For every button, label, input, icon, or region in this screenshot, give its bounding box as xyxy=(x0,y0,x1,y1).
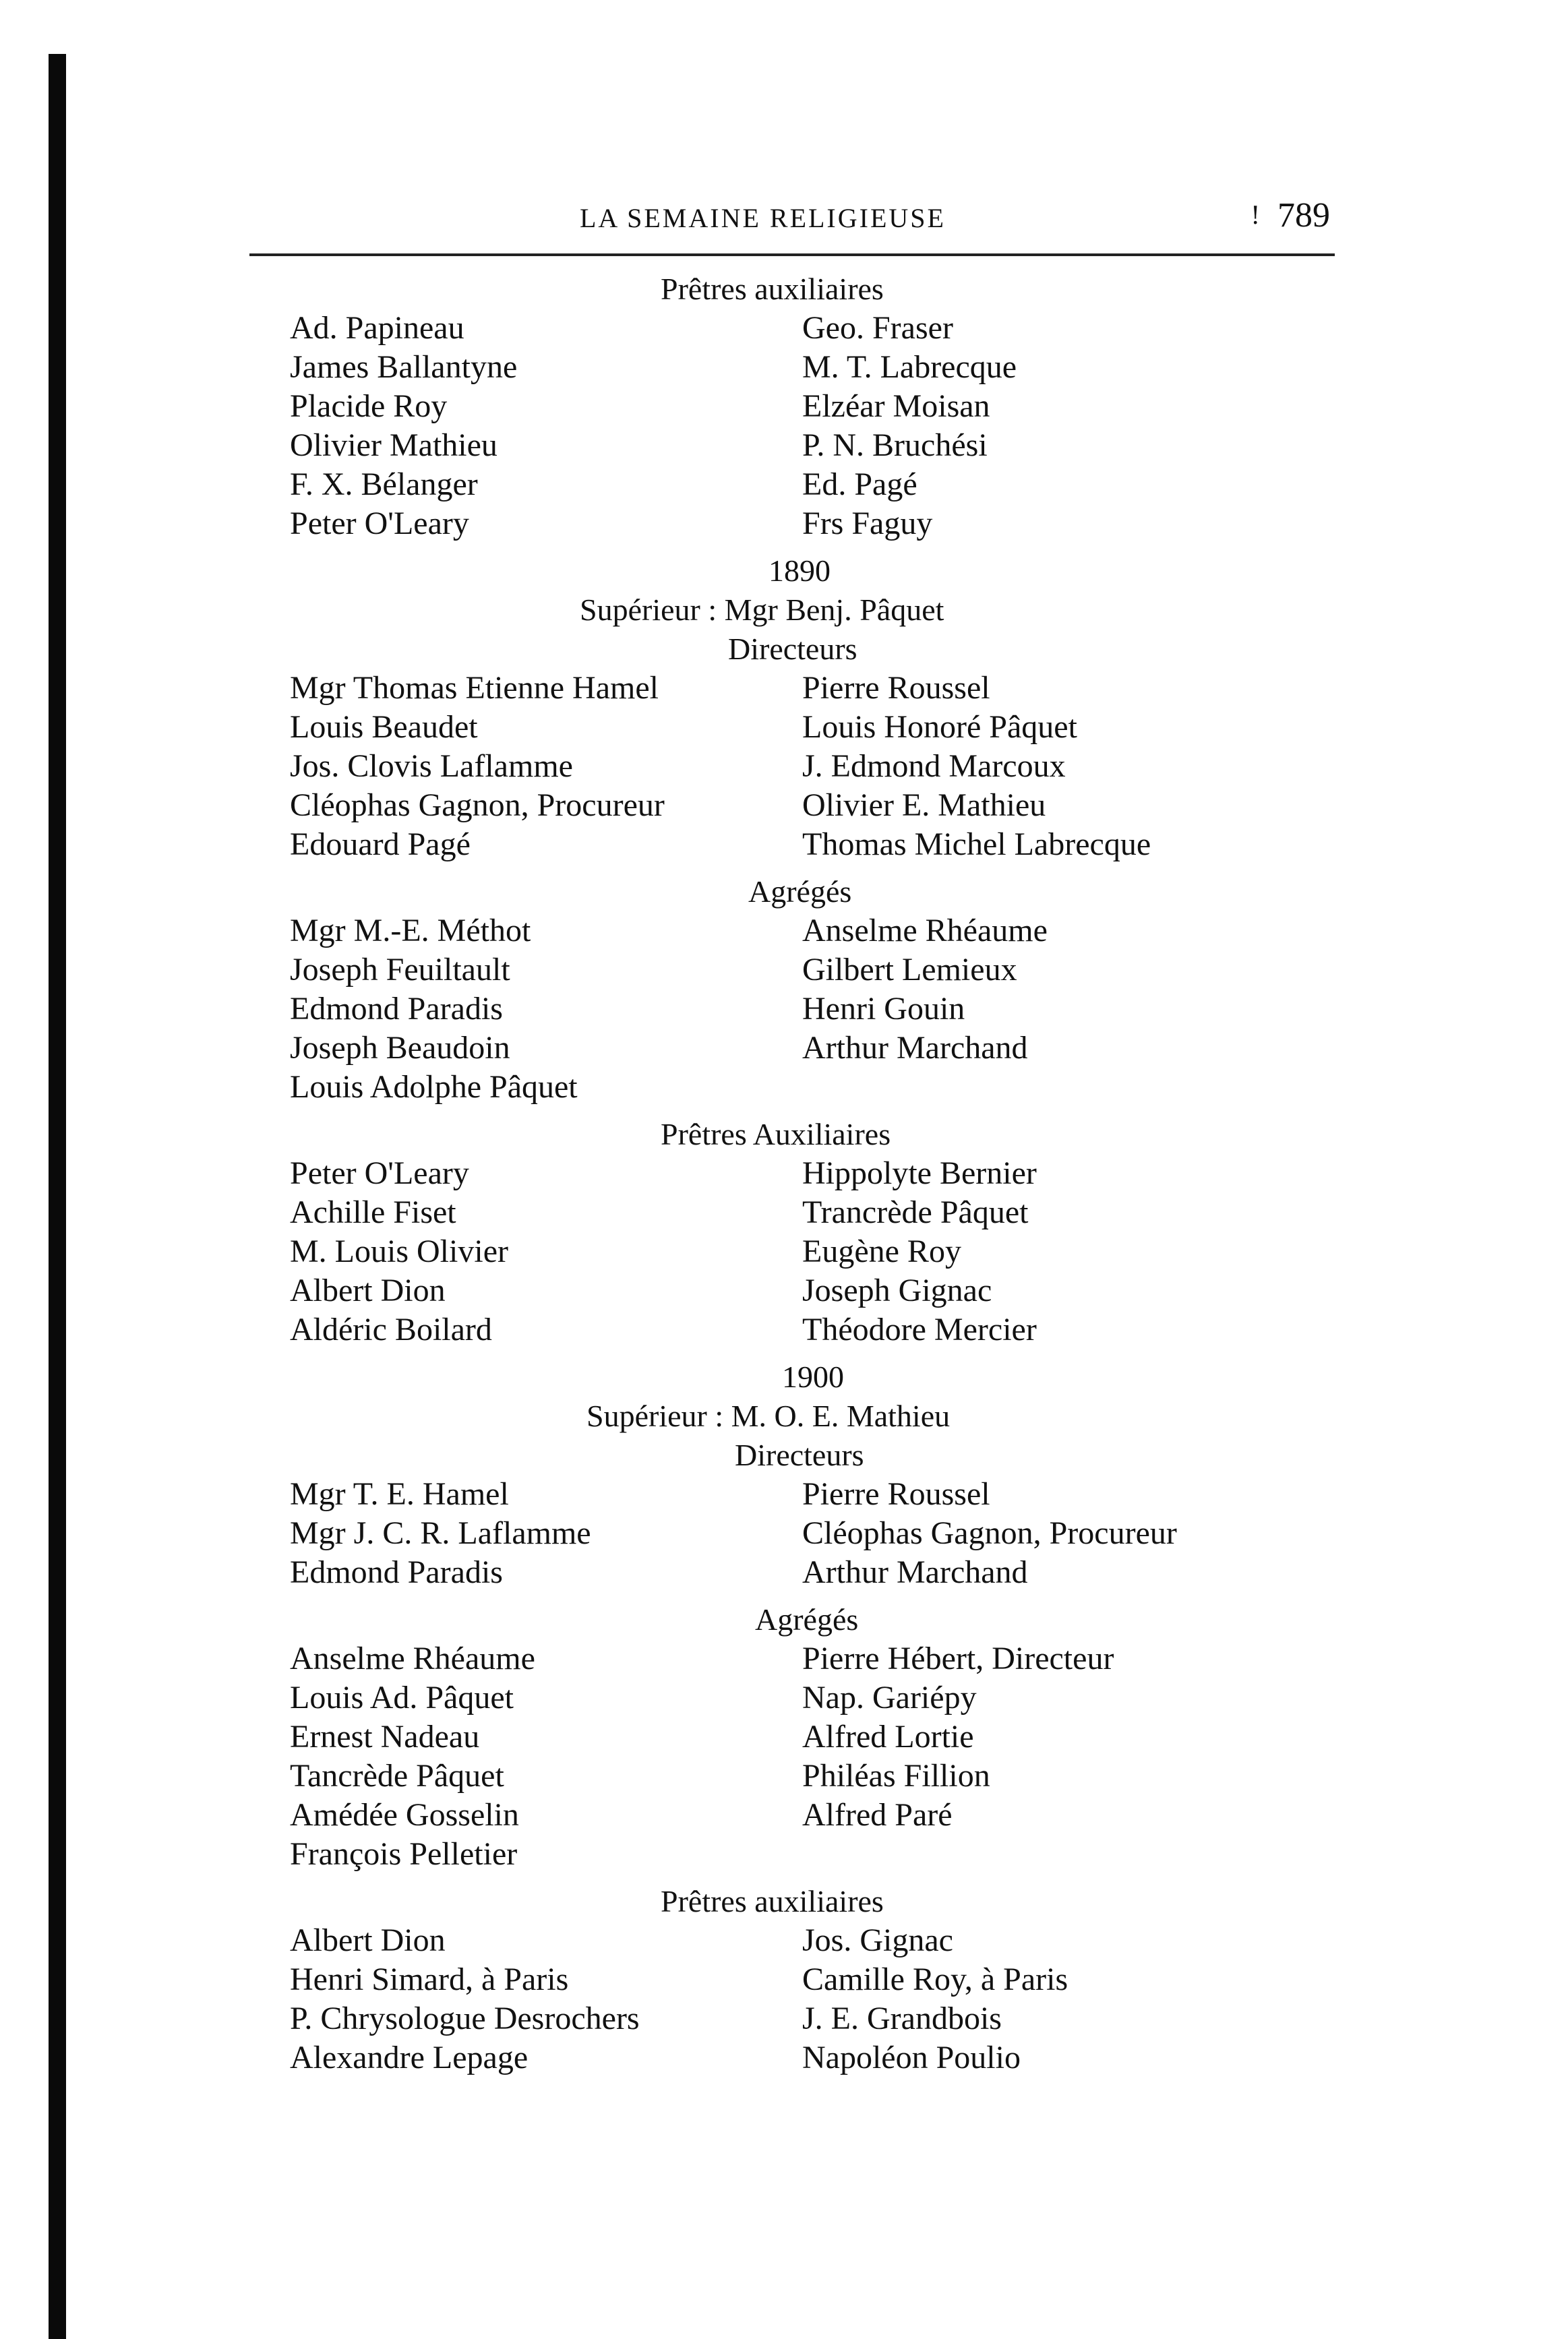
name-right: Arthur Marchand xyxy=(802,1554,1028,1590)
name-row xyxy=(290,426,1341,465)
name-right: J. Edmond Marcoux xyxy=(802,748,1066,784)
name-row xyxy=(290,1718,1341,1757)
name-left: François Pelletier xyxy=(290,1836,518,1872)
name-row xyxy=(290,1960,1341,1999)
section-heading: 1900 xyxy=(782,1360,844,1394)
name-right: Ed. Pagé xyxy=(802,466,917,502)
name-left: James Ballantyne xyxy=(290,349,518,385)
name-right: Elzéar Moisan xyxy=(802,388,990,424)
name-left: Louis Adolphe Pâquet xyxy=(290,1069,578,1105)
section-heading: Directeurs xyxy=(728,632,857,666)
name-right: P. N. Bruchési xyxy=(802,427,988,463)
name-row xyxy=(290,1232,1341,1271)
name-left: P. Chrysologue Desrochers xyxy=(290,2001,640,2036)
name-row xyxy=(290,708,1341,747)
name-left: Peter O'Leary xyxy=(290,506,469,541)
name-row xyxy=(290,1921,1341,1960)
binding-edge xyxy=(49,54,66,2339)
name-right: Pierre Roussel xyxy=(802,670,990,706)
section-heading: Prêtres auxiliaires xyxy=(661,272,884,306)
name-right: Thomas Michel Labrecque xyxy=(802,826,1151,862)
name-row xyxy=(290,1193,1341,1232)
name-left: Cléophas Gagnon, Procureur xyxy=(290,787,665,823)
name-right: Henri Gouin xyxy=(802,991,965,1027)
section-heading: Supérieur : M. O. E. Mathieu xyxy=(586,1399,951,1433)
header-rule xyxy=(249,253,1335,256)
name-right: Philéas Fillion xyxy=(802,1758,990,1794)
name-right: Anselme Rhéaume xyxy=(802,913,1048,948)
name-left: Louis Beaudet xyxy=(290,709,478,745)
name-row xyxy=(290,1154,1341,1193)
name-row xyxy=(290,1514,1341,1553)
name-row xyxy=(290,1475,1341,1514)
name-row xyxy=(290,1271,1341,1310)
name-left: Anselme Rhéaume xyxy=(290,1641,535,1676)
name-row xyxy=(290,309,1341,348)
name-right: Joseph Gignac xyxy=(802,1273,992,1308)
name-right: Hippolyte Bernier xyxy=(802,1155,1037,1191)
name-row xyxy=(290,911,1341,950)
name-row xyxy=(290,1553,1341,1592)
name-right: Geo. Fraser xyxy=(802,310,953,346)
name-right: Cléophas Gagnon, Procureur xyxy=(802,1515,1177,1551)
name-left: Edmond Paradis xyxy=(290,1554,503,1590)
name-row xyxy=(290,1678,1341,1718)
name-left: Mgr M.-E. Méthot xyxy=(290,913,531,948)
name-left: Tancrède Pâquet xyxy=(290,1758,504,1794)
name-left: Ad. Papineau xyxy=(290,310,464,346)
name-left: Edouard Pagé xyxy=(290,826,471,862)
name-left: Mgr Thomas Etienne Hamel xyxy=(290,670,659,706)
section-heading: Prêtres Auxiliaires xyxy=(661,1117,891,1151)
name-row xyxy=(290,1639,1341,1678)
name-left: Alexandre Lepage xyxy=(290,2040,529,2075)
name-left: Edmond Paradis xyxy=(290,991,503,1027)
name-right: Pierre Hébert, Directeur xyxy=(802,1641,1114,1676)
name-right: Gilbert Lemieux xyxy=(802,952,1017,988)
name-row xyxy=(290,1029,1341,1068)
name-right: Pierre Roussel xyxy=(802,1476,990,1512)
name-right: Eugène Roy xyxy=(802,1234,961,1269)
name-row xyxy=(290,1310,1341,1349)
name-row xyxy=(290,348,1341,387)
name-left: Jos. Clovis Laflamme xyxy=(290,748,573,784)
running-title: LA SEMAINE RELIGIEUSE xyxy=(580,203,946,233)
section-heading: Prêtres auxiliaires xyxy=(661,1884,884,1918)
name-right: Trancrède Pâquet xyxy=(802,1194,1029,1230)
name-left: Amédée Gosselin xyxy=(290,1797,519,1833)
section-heading: Agrégés xyxy=(755,1602,859,1637)
page-number: 789 xyxy=(1277,196,1330,235)
name-right: Olivier E. Mathieu xyxy=(802,787,1046,823)
name-left: Ernest Nadeau xyxy=(290,1719,480,1755)
name-row xyxy=(290,2038,1341,2077)
name-right: Louis Honoré Pâquet xyxy=(802,709,1077,745)
name-row xyxy=(290,504,1341,543)
name-row xyxy=(290,786,1341,825)
section-heading: Supérieur : Mgr Benj. Pâquet xyxy=(580,593,944,627)
name-row xyxy=(290,825,1341,864)
name-row xyxy=(290,465,1341,504)
name-row xyxy=(290,990,1341,1029)
name-left: Mgr T. E. Hamel xyxy=(290,1476,509,1512)
section-heading: 1890 xyxy=(768,553,831,588)
header-mark: ! xyxy=(1250,202,1261,230)
name-left: M. Louis Olivier xyxy=(290,1234,508,1269)
name-left: Mgr J. C. R. Laflamme xyxy=(290,1515,591,1551)
name-row xyxy=(290,1757,1341,1796)
name-left: F. X. Bélanger xyxy=(290,466,478,502)
name-right: Camille Roy, à Paris xyxy=(802,1962,1068,1997)
name-right: M. T. Labrecque xyxy=(802,349,1017,385)
name-left: Albert Dion xyxy=(290,1273,446,1308)
name-right: Frs Faguy xyxy=(802,506,933,541)
name-row xyxy=(290,1796,1341,1835)
name-row xyxy=(290,1068,1341,1107)
name-row xyxy=(290,1999,1341,2038)
name-right: Nap. Gariépy xyxy=(802,1680,977,1715)
name-right: Jos. Gignac xyxy=(802,1922,953,1958)
name-left: Joseph Feuiltault xyxy=(290,952,510,988)
name-left: Joseph Beaudoin xyxy=(290,1030,510,1066)
name-left: Louis Ad. Pâquet xyxy=(290,1680,514,1715)
name-left: Achille Fiset xyxy=(290,1194,456,1230)
name-left: Henri Simard, à Paris xyxy=(290,1962,569,1997)
name-right: Alfred Paré xyxy=(802,1797,953,1833)
name-right: Napoléon Poulio xyxy=(802,2040,1021,2075)
name-row xyxy=(290,387,1341,426)
name-right: Alfred Lortie xyxy=(802,1719,974,1755)
section-heading: Agrégés xyxy=(748,874,852,909)
name-right: Théodore Mercier xyxy=(802,1312,1037,1347)
name-right: J. E. Grandbois xyxy=(802,2001,1002,2036)
name-left: Albert Dion xyxy=(290,1922,446,1958)
name-row xyxy=(290,950,1341,990)
name-right: Arthur Marchand xyxy=(802,1030,1028,1066)
clergy-list xyxy=(290,270,1341,2086)
name-left: Placide Roy xyxy=(290,388,448,424)
name-row xyxy=(290,1835,1341,1874)
name-left: Olivier Mathieu xyxy=(290,427,497,463)
name-row xyxy=(290,669,1341,708)
name-row xyxy=(290,747,1341,786)
section-heading: Directeurs xyxy=(735,1438,864,1472)
name-left: Aldéric Boilard xyxy=(290,1312,492,1347)
page-header xyxy=(283,195,1335,249)
name-left: Peter O'Leary xyxy=(290,1155,469,1191)
